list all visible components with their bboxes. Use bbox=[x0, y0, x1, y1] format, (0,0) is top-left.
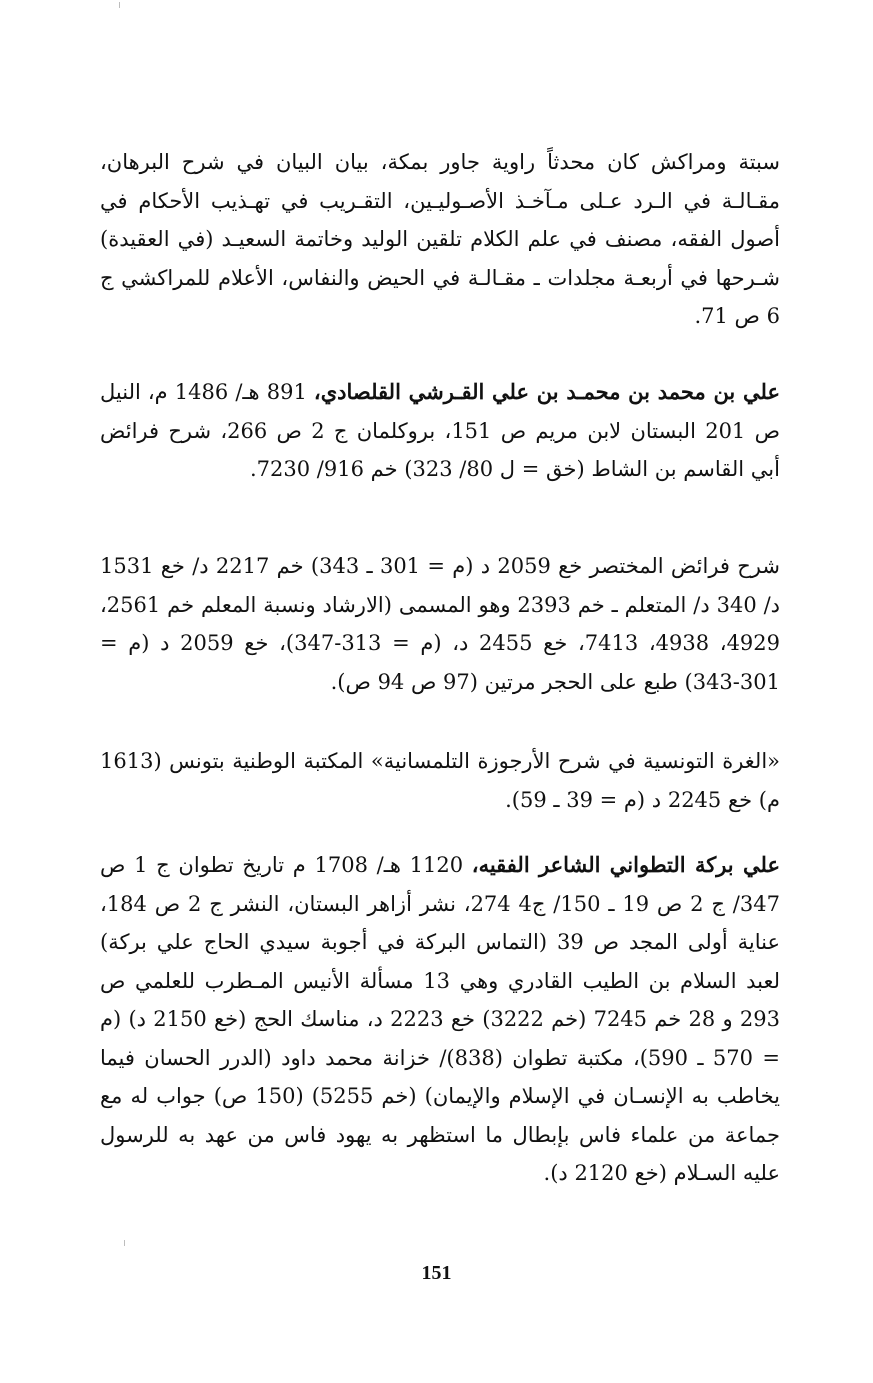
scan-speck bbox=[124, 1240, 125, 1246]
entry-paragraph-5 bbox=[100, 846, 780, 1193]
entry-body: سبتة ومراكش كان محدثاً راوية جاور بمكة، بيان البيان في شرح البرهان، مقـالـة في الـرد عـلى مـآخـذ الأصـوليـين، التقـريب في تهـذيب الأحكام في أصول الفقه، مصنف في علم الكلام تلقين الوليد وخاتمة السعيـد (في العقيدة) شـرحها في أربعـة مجلدات ـ مقـالـة في الحيض والنفاس، الأعلام للمراكشي ج 6 ص 71. bbox=[100, 150, 780, 328]
entry-body: شرح فرائض المختصر خع 2059 د (م = 301 ـ 343) خم 2217 د/ خع 1531 د/ 340 د/ المتعلم ـ خم 2393 وهو المسمى (الارشاد ونسبة المعلم خم 2561، 4929، 4938، 7413، خع 2455 د، (م = 313-347)، خع 2059 د (م = 301-343) طبع على الحجر مرتين (97 ص 94 ص). bbox=[100, 554, 781, 694]
page-number: 151 bbox=[421, 1262, 452, 1284]
entry-paragraph-4 bbox=[100, 742, 780, 819]
entry-paragraph-2 bbox=[100, 373, 780, 489]
entry-heading: علي بن محمد بن محمـد بن علي القـرشي القلصادي، bbox=[313, 379, 780, 404]
entry-paragraph-1 bbox=[100, 143, 780, 336]
entry-body: «الغرة التونسية في شرح الأرجوزة التلمسانية» المكتبة الوطنية بتونس (1613 م) خع 2245 د (م = 39 ـ 59). bbox=[100, 749, 780, 812]
entry-body: 1120 هـ/ 1708 م تاريخ تطوان ج 1 ص 347/ ج 2 ص 19 ـ 150/ ج4 274، نشر أزاهر البستان، النشر ج 2 ص 184، عناية أولى المجد ص 39 (التماس البركة في أجوبة سيدي الحاج علي بركة) لعبد السلام بن الطيب القادري وهي 13 مسألة الأنيس المـطرب للعلمي ص 293 و 28 خم 7245 (خم 3222) خع 2223 د، مناسك الحج (خع 2150 د) (م = 570 ـ 590)، مكتبة تطوان (838)/ خزانة محمد داود (الدرر الحسان فيما يخاطب به الإنسـان في الإسلام والإيمان) (خم 5255) (150 ص) جواب له مع جماعة من علماء فاس بإبطال ما استظهر به يهود فاس من عهد به للرسول عليه السـلام (خع 2120 د). bbox=[100, 853, 781, 1185]
entry-body: 891 هـ/ 1486 م، النيل ص 201 البستان لابن مريم ص 151، بروكلمان ج 2 ص 266، شرح فرائض أبي القاسم بن الشاط (خق = ل 80/ 323) خم 916/ 7230. bbox=[100, 380, 780, 481]
scan-speck bbox=[119, 2, 120, 8]
entry-heading: علي بركة التطواني الشاعر الفقيه، bbox=[471, 852, 780, 877]
entry-paragraph-3 bbox=[100, 547, 780, 701]
